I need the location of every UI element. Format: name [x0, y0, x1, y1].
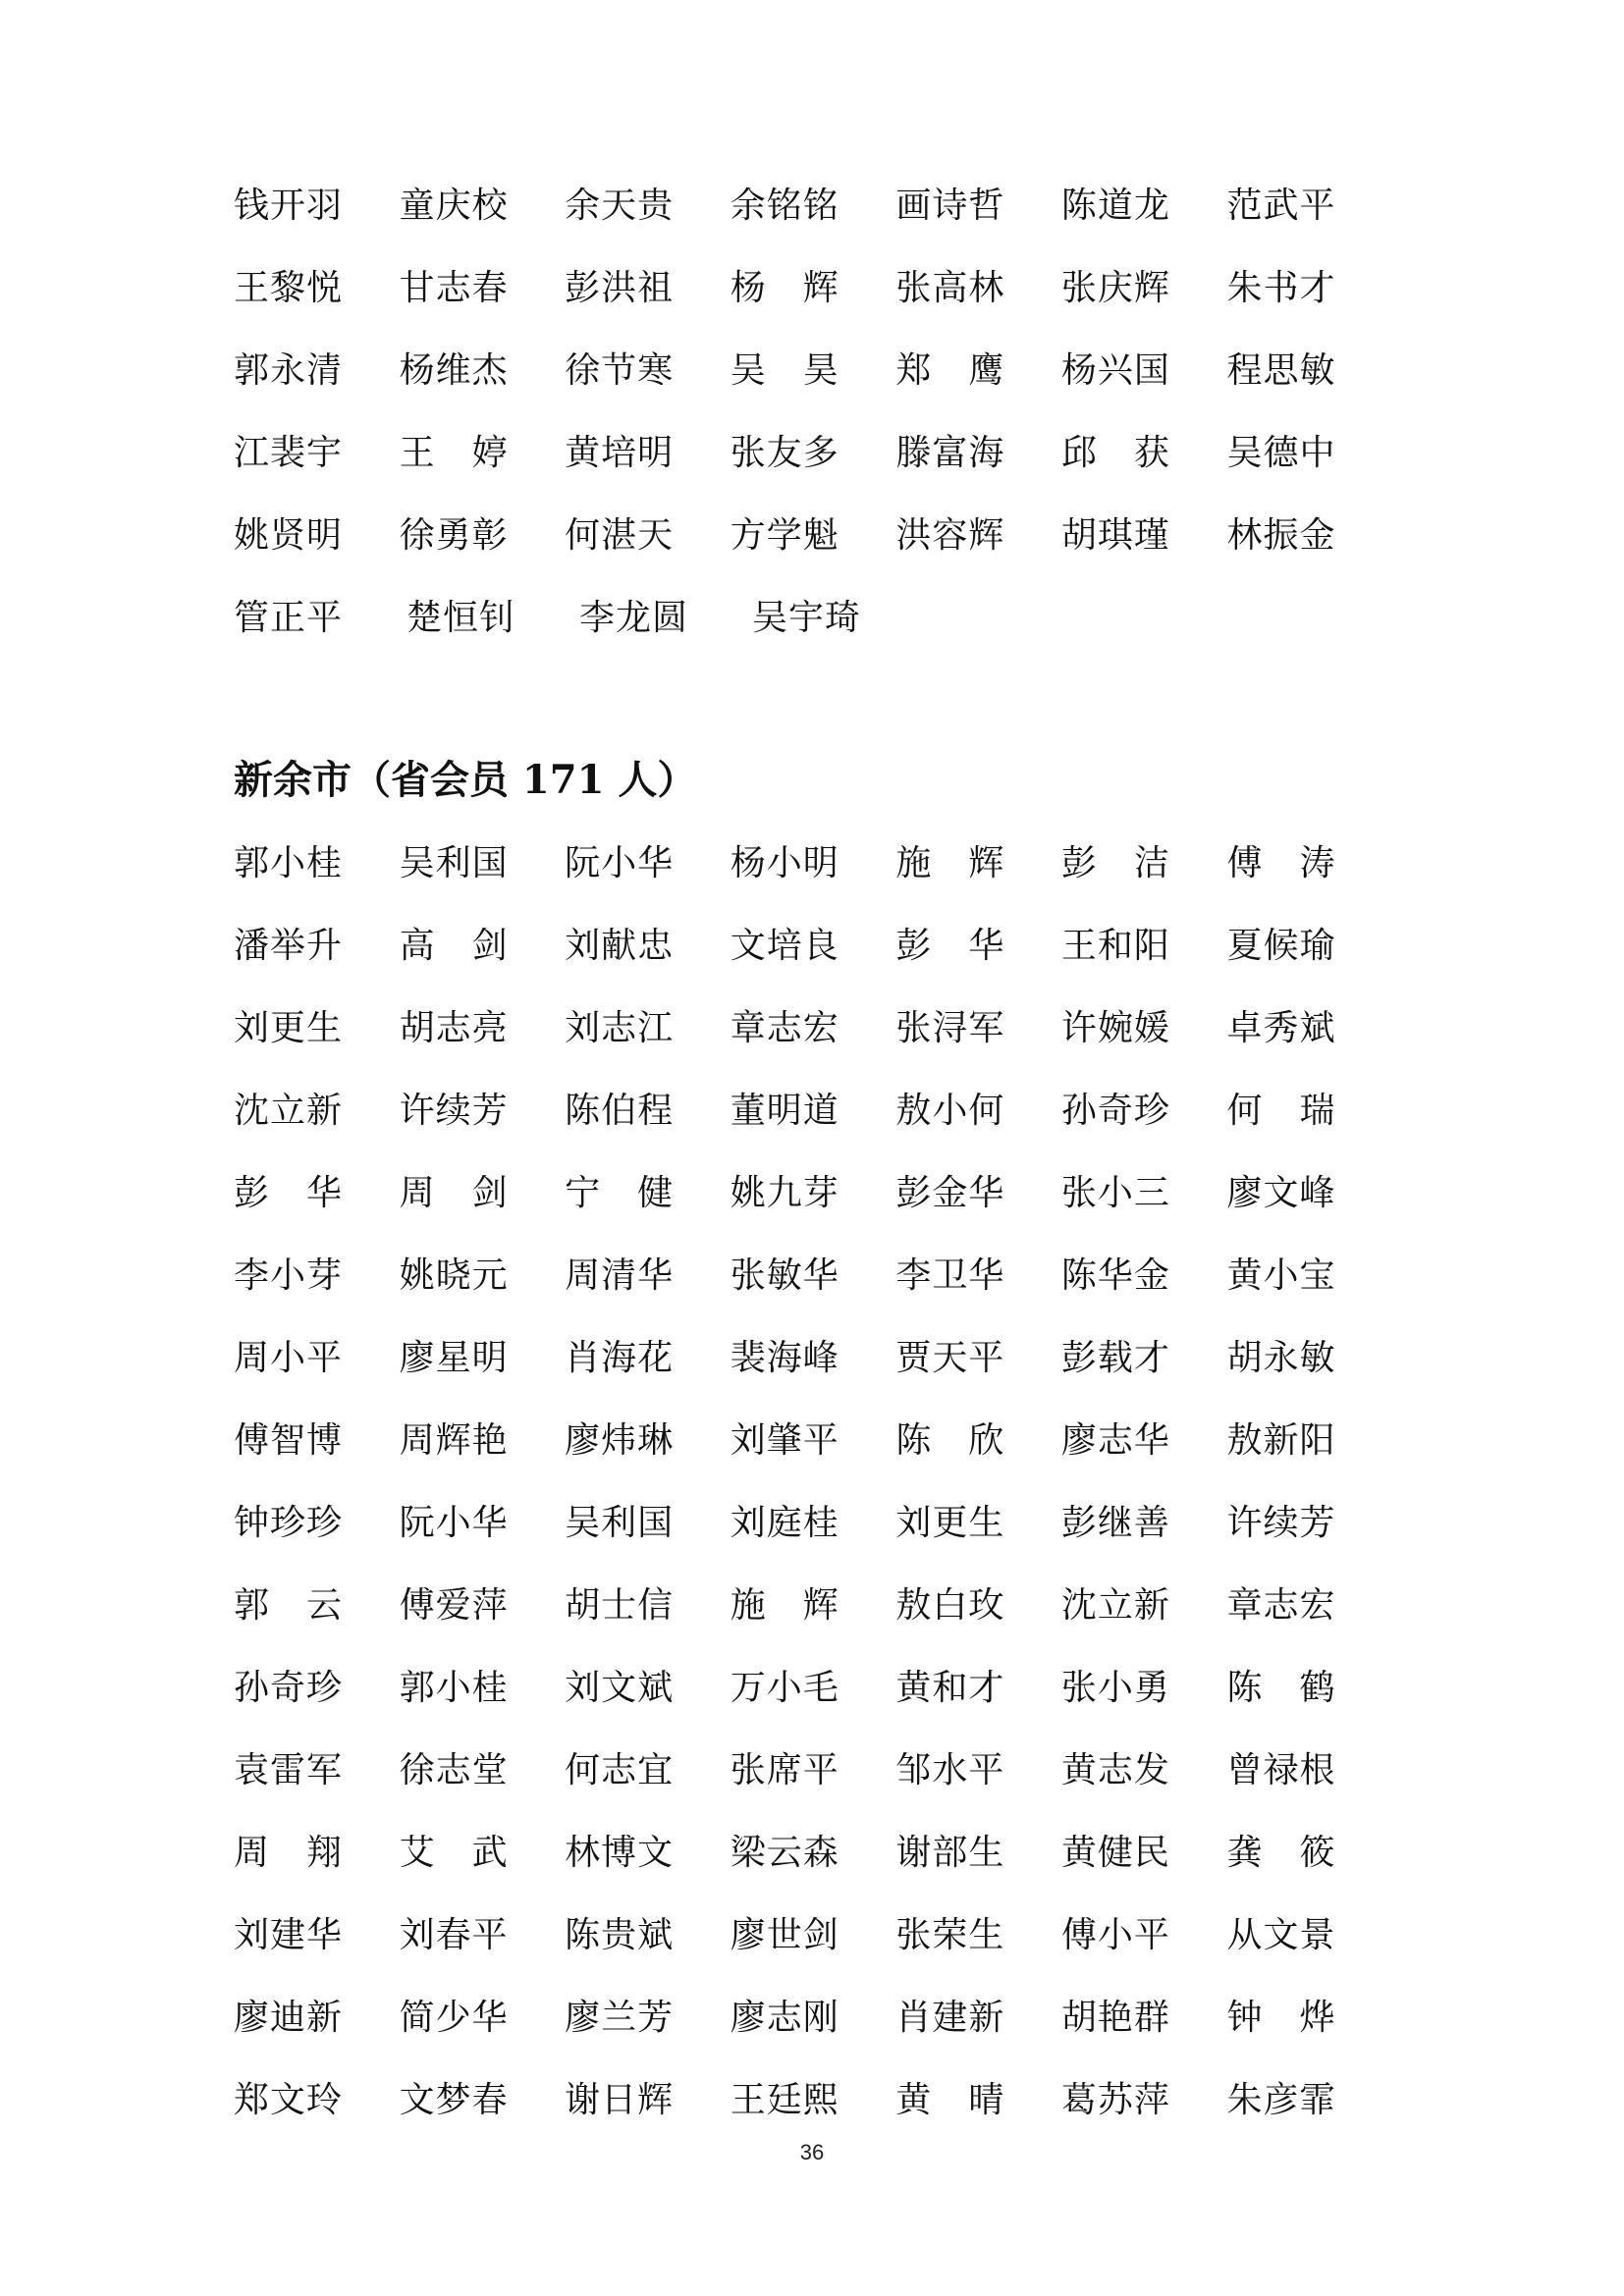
member-name: 周 剑: [399, 1173, 509, 1213]
member-name: 朱书才: [1226, 268, 1336, 308]
member-name: 胡志亮: [399, 1008, 509, 1048]
member-name: 李小芽: [234, 1255, 344, 1296]
member-name: 张友多: [730, 433, 839, 473]
member-name: 刘更生: [234, 1008, 344, 1048]
member-name: 彭 华: [895, 926, 1005, 966]
member-name: 周辉艳: [399, 1420, 509, 1461]
member-name: 胡艳群: [1060, 1998, 1170, 2038]
member-name: 刘春平: [399, 1915, 509, 1955]
member-name: 夏候瑜: [1226, 926, 1336, 966]
member-name: 裴海峰: [730, 1338, 839, 1378]
member-name: 姚九芽: [730, 1173, 839, 1213]
member-name: 程思敏: [1226, 350, 1336, 391]
member-list-continued: [234, 165, 1392, 660]
member-name: 杨小明: [730, 843, 839, 883]
member-name: 郭 云: [234, 1585, 344, 1626]
member-name: 黄和才: [895, 1668, 1005, 1708]
member-name: 邱 获: [1060, 433, 1170, 473]
member-name: 陈贵斌: [565, 1915, 675, 1955]
member-name: 周清华: [565, 1255, 675, 1296]
member-name: 梁云森: [730, 1833, 839, 1873]
member-name: 陈 欣: [895, 1420, 1005, 1461]
member-name: 谢部生: [895, 1833, 1005, 1873]
member-list-xinyu-row: [234, 1895, 1392, 1977]
member-name: 张浔军: [895, 1008, 1005, 1048]
member-name: 张小三: [1060, 1173, 1170, 1213]
member-name: 黄志发: [1060, 1750, 1170, 1790]
member-name: 肖建新: [895, 1998, 1005, 2038]
member-name: 黄 晴: [895, 2080, 1005, 2120]
member-name: 敖新阳: [1226, 1420, 1336, 1461]
member-name: 姚晓元: [399, 1255, 509, 1296]
member-name: 刘更生: [895, 1503, 1005, 1543]
member-name: 傅智博: [234, 1420, 344, 1461]
member-name: 王廷熙: [730, 2080, 839, 2120]
member-name: 方学魁: [730, 515, 839, 556]
member-list-continued-row: [234, 577, 1392, 660]
member-name: 王黎悦: [234, 268, 344, 308]
member-name: 张席平: [730, 1750, 839, 1790]
member-name: 洪容辉: [895, 515, 1005, 556]
member-name: 刘肇平: [730, 1420, 839, 1461]
member-name: 李龙圆: [579, 598, 689, 638]
member-name: 林博文: [565, 1833, 675, 1873]
member-name: 彭继善: [1060, 1503, 1170, 1543]
member-list-continued-row: [234, 165, 1392, 247]
member-name: 廖世剑: [730, 1915, 839, 1955]
member-name: 张敏华: [730, 1255, 839, 1296]
member-name: 彭 洁: [1060, 843, 1170, 883]
member-name: 吴利国: [565, 1503, 675, 1543]
member-list-continued-row: [234, 330, 1392, 412]
member-name: 徐志堂: [399, 1750, 509, 1790]
member-list-xinyu-row: [234, 823, 1392, 905]
member-name: 杨维杰: [399, 350, 509, 391]
member-name: 姚贤明: [234, 515, 344, 556]
member-name: 郑文玲: [234, 2080, 344, 2120]
page-number: 36: [799, 2140, 825, 2164]
member-list-continued-row: [234, 247, 1392, 330]
member-name: 童庆校: [399, 186, 509, 226]
member-name: 吴 昊: [730, 350, 839, 391]
member-name: 滕富海: [895, 433, 1005, 473]
member-name: 胡士信: [565, 1585, 675, 1626]
member-name: 甘志春: [399, 268, 509, 308]
member-name: 曾禄根: [1226, 1750, 1336, 1790]
member-name: 孙奇珍: [234, 1668, 344, 1708]
member-name: 彭载才: [1060, 1338, 1170, 1378]
member-list-continued-row: [234, 495, 1392, 577]
member-name: 郭小桂: [234, 843, 344, 883]
member-name: 王和阳: [1060, 926, 1170, 966]
member-name: 黄小宝: [1226, 1255, 1336, 1296]
member-name: 张荣生: [895, 1915, 1005, 1955]
member-list-xinyu-row: [234, 1647, 1392, 1730]
member-name: 敖白玫: [895, 1585, 1005, 1626]
member-name: 陈华金: [1060, 1255, 1170, 1296]
member-name: 彭洪祖: [565, 268, 675, 308]
member-list-xinyu-row: [234, 2059, 1392, 2142]
member-name: 刘文斌: [565, 1668, 675, 1708]
member-name: 陈 鹤: [1226, 1668, 1336, 1708]
member-name: 周 翔: [234, 1833, 344, 1873]
member-name: 李卫华: [895, 1255, 1005, 1296]
member-name: 黄健民: [1060, 1833, 1170, 1873]
member-name: 郭小桂: [399, 1668, 509, 1708]
member-name: 吴德中: [1226, 433, 1336, 473]
member-name: 廖兰芳: [565, 1998, 675, 2038]
member-name: 杨 辉: [730, 268, 839, 308]
member-name: 管正平: [234, 598, 344, 638]
member-name: 彭金华: [895, 1173, 1005, 1213]
member-name: 刘志江: [565, 1008, 675, 1048]
member-name: 许续芳: [399, 1091, 509, 1131]
member-name: 何湛天: [565, 515, 675, 556]
member-name: 徐勇彰: [399, 515, 509, 556]
member-name: 沈立新: [1060, 1585, 1170, 1626]
member-name: 章志宏: [730, 1008, 839, 1048]
member-name: 徐节寒: [565, 350, 675, 391]
member-name: 许婉媛: [1060, 1008, 1170, 1048]
member-name: 廖志刚: [730, 1998, 839, 2038]
member-list-continued-row: [234, 412, 1392, 495]
member-name: 朱彦霏: [1226, 2080, 1336, 2120]
member-name: 傅 涛: [1226, 843, 1336, 883]
member-name: 胡琪瑾: [1060, 515, 1170, 556]
member-name: 章志宏: [1226, 1585, 1336, 1626]
member-list-xinyu-row: [234, 905, 1392, 988]
member-name: 吴宇琦: [752, 598, 862, 638]
member-name: 龚 筱: [1226, 1833, 1336, 1873]
member-name: 阮小华: [399, 1503, 509, 1543]
member-name: 郑 鹰: [895, 350, 1005, 391]
member-name: 文培良: [730, 926, 839, 966]
member-name: 贾天平: [895, 1338, 1005, 1378]
member-name: 傅小平: [1060, 1915, 1170, 1955]
member-name: 万小毛: [730, 1668, 839, 1708]
member-name: 廖炜琳: [565, 1420, 675, 1461]
member-name: 宁 健: [565, 1173, 675, 1213]
member-name: 廖志华: [1060, 1420, 1170, 1461]
member-name: 杨兴国: [1060, 350, 1170, 391]
member-name: 廖星明: [399, 1338, 509, 1378]
member-list-xinyu: [234, 823, 1392, 2142]
member-name: 陈伯程: [565, 1091, 675, 1131]
member-name: 江裴宇: [234, 433, 344, 473]
member-name: 刘庭桂: [730, 1503, 839, 1543]
member-name: 王 婷: [399, 433, 509, 473]
member-name: 廖文峰: [1226, 1173, 1336, 1213]
member-list-xinyu-row: [234, 1812, 1392, 1895]
member-name: 钱开羽: [234, 186, 344, 226]
member-name: 廖迪新: [234, 1998, 344, 2038]
member-name: 袁雷军: [234, 1750, 344, 1790]
member-list-xinyu-row: [234, 988, 1392, 1070]
member-list-xinyu-row: [234, 1977, 1392, 2059]
member-name: 葛苏萍: [1060, 2080, 1170, 2120]
member-name: 范武平: [1226, 186, 1336, 226]
member-name: 邹水平: [895, 1750, 1005, 1790]
member-name: 余铭铭: [730, 186, 839, 226]
member-list-xinyu-row: [234, 1070, 1392, 1152]
member-name: 何 瑞: [1226, 1091, 1336, 1131]
member-name: 从文景: [1226, 1915, 1336, 1955]
member-name: 楚恒钊: [406, 598, 516, 638]
member-list-xinyu-row: [234, 1235, 1392, 1317]
member-name: 钟 烨: [1226, 1998, 1336, 2038]
member-list-xinyu-row: [234, 1400, 1392, 1482]
member-name: 潘举升: [234, 926, 344, 966]
member-name: 胡永敏: [1226, 1338, 1336, 1378]
member-name: 吴利国: [399, 843, 509, 883]
member-name: 文梦春: [399, 2080, 509, 2120]
member-name: 周小平: [234, 1338, 344, 1378]
member-name: 郭永清: [234, 350, 344, 391]
member-name: 何志宜: [565, 1750, 675, 1790]
member-list-xinyu-row: [234, 1317, 1392, 1400]
member-name: 董明道: [730, 1091, 839, 1131]
member-name: 彭 华: [234, 1173, 344, 1213]
member-name: 简少华: [399, 1998, 509, 2038]
member-list-xinyu-row: [234, 1152, 1392, 1235]
member-name: 许续芳: [1226, 1503, 1336, 1543]
member-name: 刘建华: [234, 1915, 344, 1955]
member-list-xinyu-row: [234, 1482, 1392, 1565]
member-name: 阮小华: [565, 843, 675, 883]
member-name: 傅爱萍: [399, 1585, 509, 1626]
member-name: 黄培明: [565, 433, 675, 473]
member-name: 张庆辉: [1060, 268, 1170, 308]
member-name: 卓秀斌: [1226, 1008, 1336, 1048]
member-name: 艾 武: [399, 1833, 509, 1873]
member-name: 施 辉: [895, 843, 1005, 883]
member-name: 余天贵: [565, 186, 675, 226]
member-name: 肖海花: [565, 1338, 675, 1378]
member-name: 孙奇珍: [1060, 1091, 1170, 1131]
member-name: 高 剑: [399, 926, 509, 966]
member-name: 画诗哲: [895, 186, 1005, 226]
member-name: 张高林: [895, 268, 1005, 308]
member-list-xinyu-row: [234, 1730, 1392, 1812]
member-name: 刘献忠: [565, 926, 675, 966]
member-name: 施 辉: [730, 1585, 839, 1626]
member-name: 沈立新: [234, 1091, 344, 1131]
member-name: 林振金: [1226, 515, 1336, 556]
member-list-xinyu-row: [234, 1565, 1392, 1647]
member-name: 张小勇: [1060, 1668, 1170, 1708]
section-heading-xinyu: 新余市（省会员 171 人）: [234, 757, 697, 803]
member-name: 谢日辉: [565, 2080, 675, 2120]
member-name: 敖小何: [895, 1091, 1005, 1131]
member-name: 陈道龙: [1060, 186, 1170, 226]
member-name: 钟珍珍: [234, 1503, 344, 1543]
